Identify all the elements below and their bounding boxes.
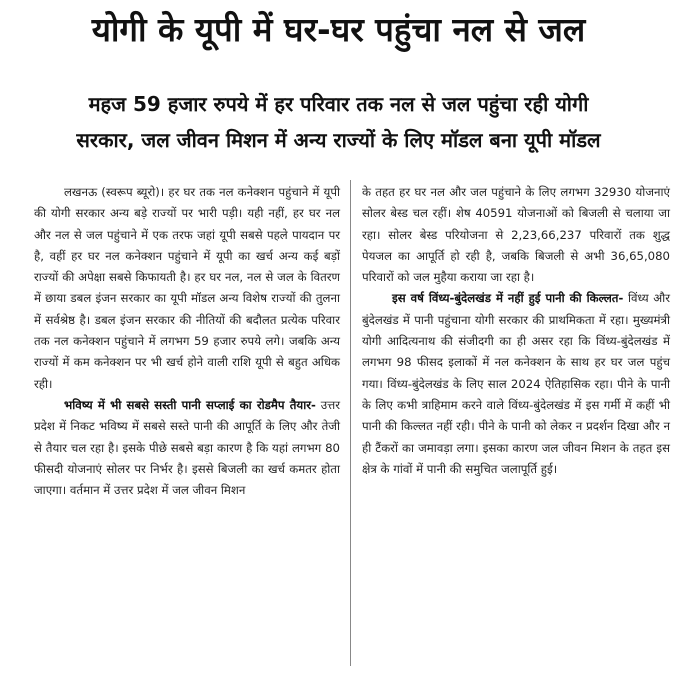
subheadline-line-1: महज 59 हजार रुपये में हर परिवार तक नल से जल पहुंचा रही योगी <box>88 92 589 116</box>
left-para-2 <box>34 395 340 501</box>
subheadline-line-2: सरकार, जल जीवन मिशन में अन्य राज्यों के लिए मॉडल बना यूपी मॉडल <box>76 128 601 152</box>
right-para-1 <box>362 182 670 288</box>
left-para-1-text: लखनऊ (स्वरूप ब्यूरो)। हर घर तक नल कनेक्शन पहुंचाने में यूपी की योगी सरकार अन्य बड़े राज्यों पर भारी पड़ी। यही नहीं, हर घर नल और नल से जल पहुंचाने में एक तरफ जहां यूपी सबसे पहले पायदान पर है, वहीं हर घर नल कनेक्शन पहुंचाने में यूपी का खर्च अन्य कई बड़ों राज्यों की अपेक्षा सबसे किफायती है। हर घर नल, नल से जल के वितरण में छाया डबल इंजन सरकार का यूपी मॉडल अन्य विशेष राज्यों की तुलना में सर्वश्रेष्ठ है। डबल इंजन सरकार की नीतियों की बदौलत प्रत्येक परिवार तक नल कनेक्शन पहुंचाने में लगभग 59 हजार रुपये लगे। जबकि अन्य राज्यों में कम कनेक्शन पर भी खर्च होने वाली राशि यूपी से बहुत अधिक रही। <box>34 185 340 391</box>
headline: योगी के यूपी में घर-घर पहुंचा नल से जल <box>91 10 586 49</box>
right-para-2 <box>362 288 670 480</box>
left-para-2-lead: भविष्य में भी सबसे सस्ती पानी सप्लाई का रोडमैप तैयार- <box>64 397 316 412</box>
subheadline <box>16 86 661 158</box>
right-para-1-text: के तहत हर घर नल और जल पहुंचाने के लिए लगभग 32930 योजनाएं सोलर बेस्ड चल रहीं। शेष 40591 योजनाओं को बिजली से चलाया जा रहा। सोलर बेस्ड परियोजना से 2,23,66,237 परिवारों तक शुद्ध पेयजल का आपूर्ति हो रही है, जबकि बिजली से अभी 36,65,080 परिवारों को जल मुहैया कराया जा रहा है। <box>362 185 670 285</box>
left-para-1 <box>34 182 340 395</box>
left-para-2-body: उत्तर प्रदेश में निकट भविष्य में सबसे सस्ते पानी की आपूर्ति के लिए और तेजी से तैयार चल रहा है। इसके पीछे सबसे बड़ा कारण है कि यहां लगभग 80 फीसदी योजनाएं सोलर पर निर्भर है। इससे बिजली का खर्च कमतर होता जाएगा। वर्तमान में उत्तर प्रदेश में जल जीवन मिशन <box>34 397 340 498</box>
right-para-2-body: विंध्य और बुंदेलखंड में पानी पहुंचाना योगी सरकार की प्राथमिकता में रहा। मुख्यमंत्री योगी आदित्यनाथ की संजीदगी का ही असर रहा कि विंध्य-बुंदेलखंड में लगभग 98 फीसद इलाकों में नल कनेक्शन के साथ हर घर जल पहुंच गया। विंध्य-बुंदेलखंड के लिए साल 2024 ऐतिहासिक रहा। पीने के पानी के लिए कभी त्राहिमाम करने वाले विंध्य-बुंदेलखंड में इस गर्मी में कहीं भी पानी की किल्लत नहीं रही। पीने के पानी को लेकर न प्रदर्शन दिखा और न ही टैंकरों का जमावड़ा लगा। इसका कारण जल जीवन मिशन के तहत इस क्षेत्र के गांवों में पानी की समुचित जलापूर्ति हुई। <box>362 291 670 476</box>
right-para-2-lead: इस वर्ष विंध्य-बुंदेलखंड में नहीं हुई पानी की किल्लत- <box>392 291 624 306</box>
right-column <box>362 182 670 480</box>
left-column <box>34 182 340 501</box>
column-divider <box>350 180 351 666</box>
